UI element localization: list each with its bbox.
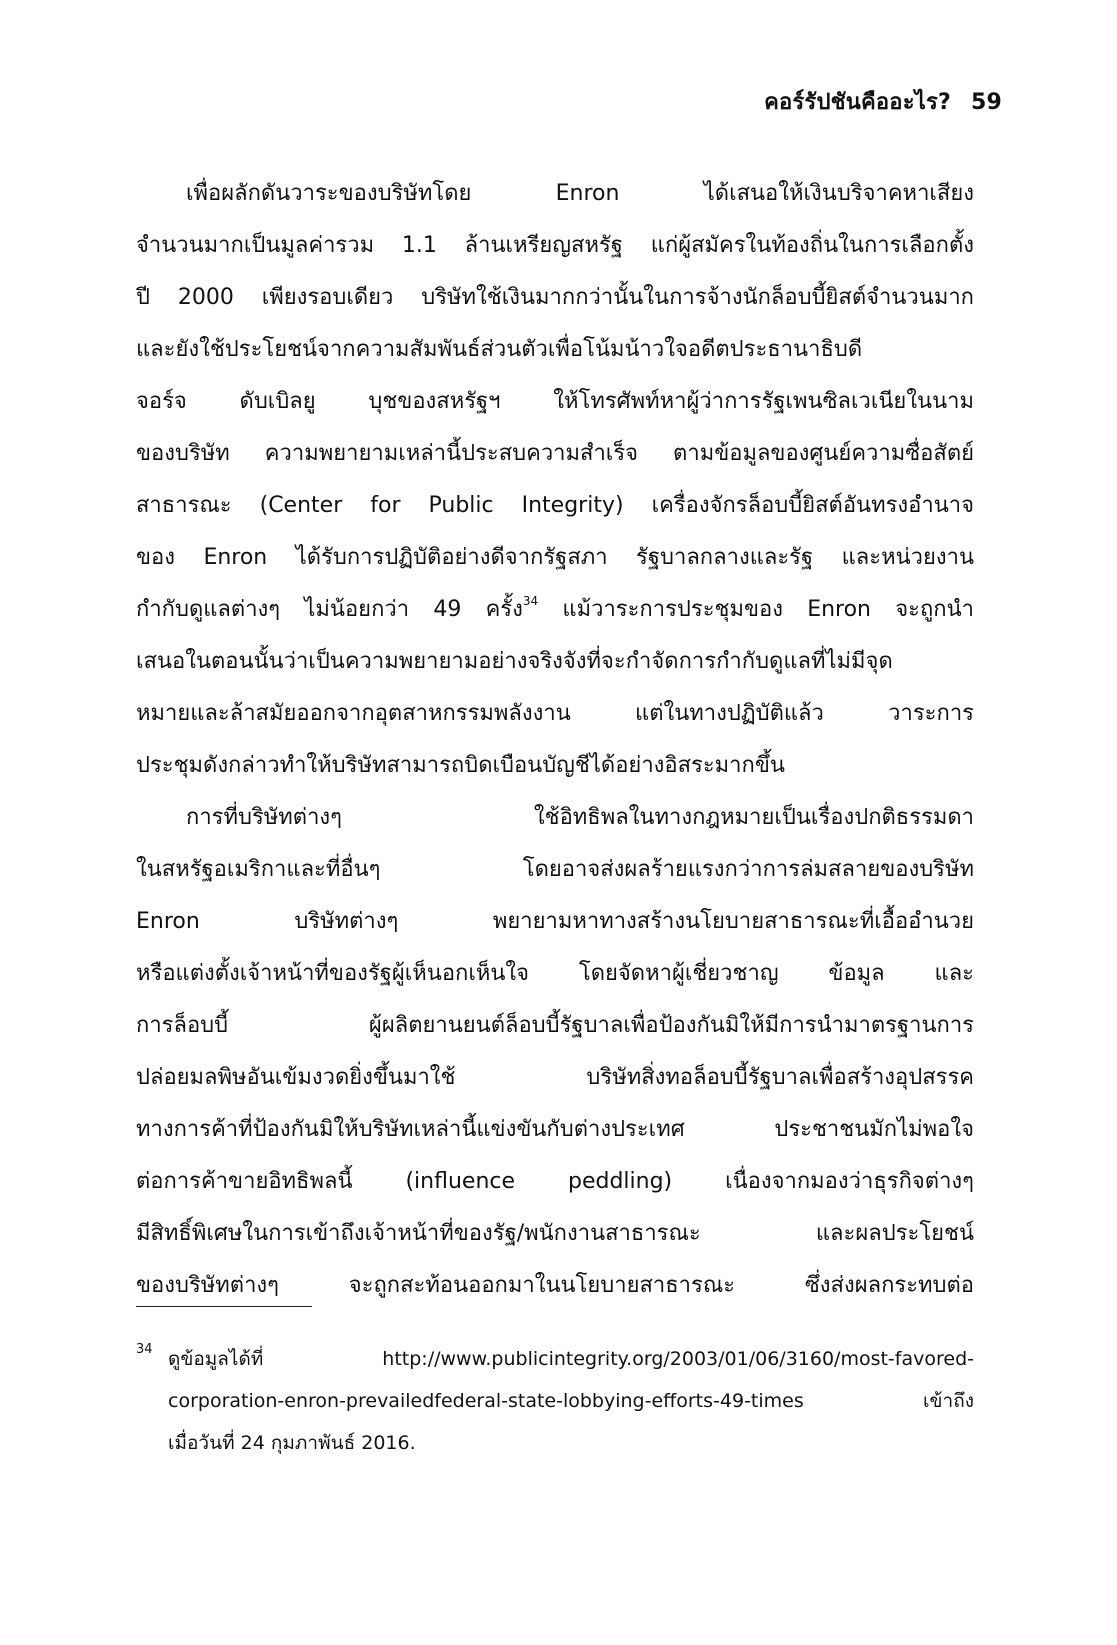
text-line: สาธารณะ (Center for Public Integrity) เครื่องจักรล็อบบี้ยิสต์อันทรงอำนาจ (136, 493, 974, 518)
chapter-title: คอร์รัปชันคืออะไร? (764, 90, 951, 115)
text-line: เพื่อผลักดันวาระของบริษัทโดย Enron ได้เสนอให้เงินบริจาคหาเสียง (186, 181, 974, 206)
text-line: หมายและล้าสมัยออกจากอุตสาหกรรมพลังงาน แต่ในทางปฏิบัติแล้ว วาระการ (136, 701, 974, 726)
text-line: ประชุมดังกล่าวทำให้บริษัทสามารถบิดเบือนบัญชีได้อย่างอิสระมากขึ้น (136, 753, 785, 778)
text-line: ในสหรัฐอเมริกาและที่อื่นๆ โดยอาจส่งผลร้ายแรงกว่าการล่มสลายของบริษัท (136, 857, 974, 882)
text-fragment: แม้วาระการประชุมของ Enron จะถูกนำ (538, 597, 974, 622)
running-head (764, 84, 1002, 119)
text-line: Enron บริษัทต่างๆ พยายามหาทางสร้างนโยบายสาธารณะที่เอื้ออำนวย (136, 909, 974, 934)
text-line: จอร์จ ดับเบิลยู บุชของสหรัฐฯ ให้โทรศัพท์หาผู้ว่าการรัฐเพนซิลเวเนียในนาม (136, 389, 974, 414)
text-fragment: กำกับดูแลต่างๆ ไม่น้อยกว่า 49 ครั้ง (136, 597, 523, 622)
text-line: การล็อบบี้ ผู้ผลิตยานยนต์ล็อบบี้รัฐบาลเพื่อป้องกันมิให้มีการนำมาตรฐานการ (136, 1013, 974, 1038)
text-line: และยังใช้ประโยชน์จากความสัมพันธ์ส่วนตัวเพื่อโน้มน้าวใจอดีตประธานาธิบดี (136, 337, 863, 362)
footnote (136, 1338, 974, 1464)
footnote-divider (136, 1306, 312, 1307)
paragraph-1 (136, 168, 974, 792)
footnote-reference: 34 (522, 593, 539, 608)
text-line: มีสิทธิ์พิเศษในการเข้าถึงเจ้าหน้าที่ของรัฐ/พนักงานสาธารณะ และผลประโยชน์ (136, 1221, 974, 1246)
text-line: ของบริษัท ความพยายามเหล่านี้ประสบความสำเร็จ ตามข้อมูลของศูนย์ความซื่อสัตย์ (136, 441, 974, 466)
footnote-line: corporation-enron-prevailedfederal-state-lobbying-efforts-49-times เข้าถึง (168, 1390, 974, 1412)
footnote-line: เมื่อวันที่ 24 กุมภาพันธ์ 2016. (168, 1432, 416, 1454)
text-line: ต่อการค้าขายอิทธิพลนี้ (influence peddling) เนื่องจากมองว่าธุรกิจต่างๆ (136, 1169, 974, 1194)
text-line: ทางการค้าที่ป้องกันมิให้บริษัทเหล่านี้แข่งขันกับต่างประเทศ ประชาชนมักไม่พอใจ (136, 1117, 974, 1142)
text-line: ของบริษัทต่างๆ จะถูกสะท้อนออกมาในนโยบายสาธารณะ ซึ่งส่งผลกระทบต่อ (136, 1273, 974, 1298)
text-line: เสนอในตอนนั้นว่าเป็นความพยายามอย่างจริงจังที่จะกำจัดการกำกับดูแลที่ไม่มีจุด (136, 649, 893, 674)
footnote-number: 34 (136, 1342, 153, 1357)
text-line: การที่บริษัทต่างๆ ใช้อิทธิพลในทางกฎหมายเป็นเรื่องปกติธรรมดา (186, 805, 974, 830)
text-line: ของ Enron ได้รับการปฏิบัติอย่างดีจากรัฐสภา รัฐบาลกลางและรัฐ และหน่วยงาน (136, 545, 974, 570)
paragraph-2 (136, 792, 974, 1312)
text-line: หรือแต่งตั้งเจ้าหน้าที่ของรัฐผู้เห็นอกเห็นใจ โดยจัดหาผู้เชี่ยวชาญ ข้อมูล และ (136, 961, 974, 986)
text-line: ปล่อยมลพิษอันเข้มงวดยิ่งขึ้นมาใช้ บริษัทสิ่งทอล็อบบี้รัฐบาลเพื่อสร้างอุปสรรค (136, 1065, 974, 1090)
footnote-body (168, 1338, 974, 1464)
page-number: 59 (970, 90, 1002, 115)
text-line: ปี 2000 เพียงรอบเดียว บริษัทใช้เงินมากกว่านั้นในการจ้างนักล็อบบี้ยิสต์จำนวนมาก (136, 285, 974, 310)
footnote-line: ดูข้อมูลได้ที่ http://www.publicintegrity.org/2003/01/06/3160/most-favored- (168, 1348, 974, 1370)
body-text (136, 168, 974, 1312)
text-line: จำนวนมากเป็นมูลค่ารวม 1.1 ล้านเหรียญสหรัฐ แก่ผู้สมัครในท้องถิ่นในการเลือกตั้ง (136, 233, 974, 258)
text-line-with-footnote-ref (136, 584, 974, 636)
